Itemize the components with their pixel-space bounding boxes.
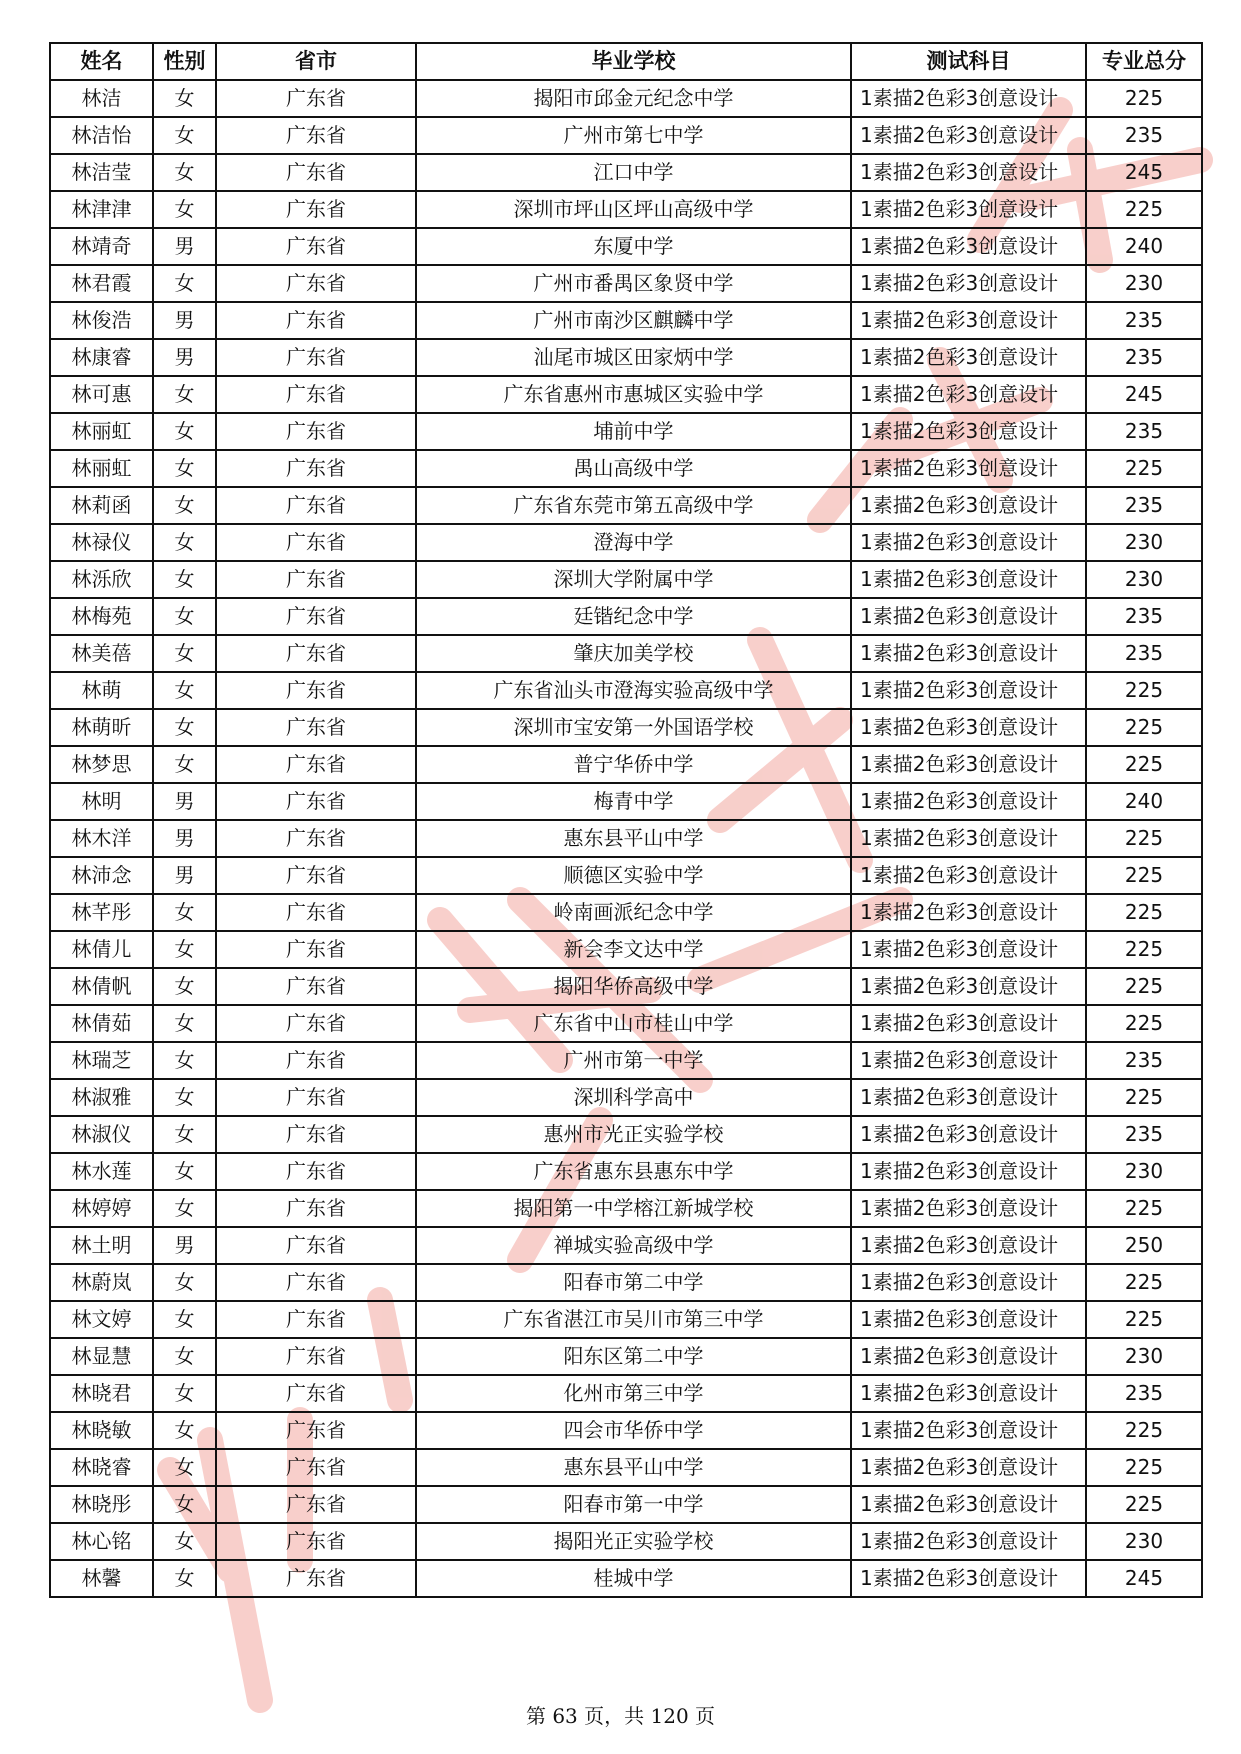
cell-school: 埔前中学 — [416, 413, 851, 450]
cell-subjects: 1素描2色彩3创意设计 — [851, 524, 1086, 561]
table-row — [50, 1005, 1202, 1042]
cell-name: 林梦思 — [50, 746, 153, 783]
cell-score: 225 — [1086, 1486, 1202, 1523]
cell-province: 广东省 — [216, 1153, 416, 1190]
cell-name: 林津津 — [50, 191, 153, 228]
cell-score: 225 — [1086, 968, 1202, 1005]
cell-subjects: 1素描2色彩3创意设计 — [851, 672, 1086, 709]
cell-score: 235 — [1086, 302, 1202, 339]
table-row — [50, 820, 1202, 857]
cell-province: 广东省 — [216, 265, 416, 302]
cell-province: 广东省 — [216, 524, 416, 561]
cell-name: 林萌 — [50, 672, 153, 709]
cell-gender: 女 — [153, 1079, 216, 1116]
table-row — [50, 1486, 1202, 1523]
cell-name: 林晓彤 — [50, 1486, 153, 1523]
cell-subjects: 1素描2色彩3创意设计 — [851, 487, 1086, 524]
cell-school: 揭阳华侨高级中学 — [416, 968, 851, 1005]
cell-gender: 女 — [153, 1449, 216, 1486]
cell-name: 林靖奇 — [50, 228, 153, 265]
table-row — [50, 968, 1202, 1005]
cell-school: 梅青中学 — [416, 783, 851, 820]
cell-gender: 女 — [153, 1190, 216, 1227]
cell-subjects: 1素描2色彩3创意设计 — [851, 1005, 1086, 1042]
table-row — [50, 561, 1202, 598]
cell-subjects: 1素描2色彩3创意设计 — [851, 709, 1086, 746]
cell-subjects: 1素描2色彩3创意设计 — [851, 1190, 1086, 1227]
cell-subjects: 1素描2色彩3创意设计 — [851, 339, 1086, 376]
cell-school: 江口中学 — [416, 154, 851, 191]
cell-gender: 女 — [153, 80, 216, 117]
header-subjects: 测试科目 — [851, 43, 1086, 80]
table-row — [50, 228, 1202, 265]
cell-school: 阳春市第一中学 — [416, 1486, 851, 1523]
cell-school: 揭阳光正实验学校 — [416, 1523, 851, 1560]
cell-name: 林莉函 — [50, 487, 153, 524]
cell-school: 新会李文达中学 — [416, 931, 851, 968]
cell-name: 林萌昕 — [50, 709, 153, 746]
table-row — [50, 894, 1202, 931]
cell-score: 225 — [1086, 450, 1202, 487]
cell-gender: 男 — [153, 228, 216, 265]
cell-province: 广东省 — [216, 450, 416, 487]
cell-subjects: 1素描2色彩3创意设计 — [851, 1523, 1086, 1560]
cell-gender: 男 — [153, 1227, 216, 1264]
cell-gender: 女 — [153, 635, 216, 672]
table-row — [50, 1449, 1202, 1486]
cell-subjects: 1素描2色彩3创意设计 — [851, 80, 1086, 117]
cell-subjects: 1素描2色彩3创意设计 — [851, 783, 1086, 820]
table-row — [50, 635, 1202, 672]
cell-school: 广东省湛江市吴川市第三中学 — [416, 1301, 851, 1338]
cell-gender: 女 — [153, 1042, 216, 1079]
cell-subjects: 1素描2色彩3创意设计 — [851, 1079, 1086, 1116]
cell-gender: 女 — [153, 1375, 216, 1412]
cell-school: 深圳市宝安第一外国语学校 — [416, 709, 851, 746]
cell-subjects: 1素描2色彩3创意设计 — [851, 1375, 1086, 1412]
cell-school: 岭南画派纪念中学 — [416, 894, 851, 931]
cell-school: 普宁华侨中学 — [416, 746, 851, 783]
cell-score: 225 — [1086, 1412, 1202, 1449]
cell-province: 广东省 — [216, 931, 416, 968]
cell-subjects: 1素描2色彩3创意设计 — [851, 450, 1086, 487]
cell-score: 250 — [1086, 1227, 1202, 1264]
table-row — [50, 487, 1202, 524]
cell-score: 225 — [1086, 1449, 1202, 1486]
cell-province: 广东省 — [216, 672, 416, 709]
cell-school: 深圳大学附属中学 — [416, 561, 851, 598]
table-row — [50, 1301, 1202, 1338]
cell-name: 林晓敏 — [50, 1412, 153, 1449]
cell-name: 林晓君 — [50, 1375, 153, 1412]
cell-score: 235 — [1086, 413, 1202, 450]
cell-score: 230 — [1086, 1523, 1202, 1560]
cell-score: 225 — [1086, 746, 1202, 783]
cell-province: 广东省 — [216, 1301, 416, 1338]
header-gender: 性别 — [153, 43, 216, 80]
cell-subjects: 1素描2色彩3创意设计 — [851, 1560, 1086, 1597]
cell-province: 广东省 — [216, 117, 416, 154]
cell-score: 230 — [1086, 561, 1202, 598]
cell-score: 240 — [1086, 783, 1202, 820]
cell-subjects: 1素描2色彩3创意设计 — [851, 1042, 1086, 1079]
cell-subjects: 1素描2色彩3创意设计 — [851, 820, 1086, 857]
cell-subjects: 1素描2色彩3创意设计 — [851, 968, 1086, 1005]
cell-name: 林美蓓 — [50, 635, 153, 672]
cell-school: 汕尾市城区田家炳中学 — [416, 339, 851, 376]
cell-subjects: 1素描2色彩3创意设计 — [851, 191, 1086, 228]
cell-score: 235 — [1086, 117, 1202, 154]
cell-gender: 女 — [153, 154, 216, 191]
cell-score: 230 — [1086, 1153, 1202, 1190]
cell-score: 230 — [1086, 1338, 1202, 1375]
header-province: 省市 — [216, 43, 416, 80]
cell-school: 廷锴纪念中学 — [416, 598, 851, 635]
cell-province: 广东省 — [216, 1116, 416, 1153]
cell-score: 235 — [1086, 339, 1202, 376]
cell-subjects: 1素描2色彩3创意设计 — [851, 635, 1086, 672]
cell-gender: 女 — [153, 598, 216, 635]
cell-gender: 女 — [153, 191, 216, 228]
cell-gender: 女 — [153, 450, 216, 487]
cell-score: 235 — [1086, 598, 1202, 635]
header-name: 姓名 — [50, 43, 153, 80]
table-body — [50, 80, 1202, 1597]
cell-score: 225 — [1086, 857, 1202, 894]
cell-name: 林君霞 — [50, 265, 153, 302]
cell-province: 广东省 — [216, 154, 416, 191]
cell-name: 林芊彤 — [50, 894, 153, 931]
cell-name: 林倩帆 — [50, 968, 153, 1005]
cell-subjects: 1素描2色彩3创意设计 — [851, 302, 1086, 339]
cell-school: 广东省中山市桂山中学 — [416, 1005, 851, 1042]
cell-name: 林沛念 — [50, 857, 153, 894]
cell-province: 广东省 — [216, 1264, 416, 1301]
cell-school: 广东省惠东县惠东中学 — [416, 1153, 851, 1190]
cell-gender: 男 — [153, 857, 216, 894]
cell-province: 广东省 — [216, 783, 416, 820]
table-row — [50, 1227, 1202, 1264]
cell-gender: 男 — [153, 820, 216, 857]
cell-name: 林土明 — [50, 1227, 153, 1264]
cell-name: 林淑雅 — [50, 1079, 153, 1116]
cell-school: 深圳市坪山区坪山高级中学 — [416, 191, 851, 228]
roster-table — [49, 42, 1203, 1598]
cell-name: 林瑞芝 — [50, 1042, 153, 1079]
cell-gender: 女 — [153, 931, 216, 968]
cell-school: 广东省东莞市第五高级中学 — [416, 487, 851, 524]
cell-gender: 女 — [153, 376, 216, 413]
cell-province: 广东省 — [216, 487, 416, 524]
table-row — [50, 413, 1202, 450]
cell-province: 广东省 — [216, 1042, 416, 1079]
cell-score: 245 — [1086, 376, 1202, 413]
cell-gender: 女 — [153, 1116, 216, 1153]
cell-school: 深圳科学高中 — [416, 1079, 851, 1116]
cell-gender: 女 — [153, 746, 216, 783]
cell-gender: 女 — [153, 672, 216, 709]
cell-school: 惠东县平山中学 — [416, 1449, 851, 1486]
cell-school: 顺德区实验中学 — [416, 857, 851, 894]
cell-province: 广东省 — [216, 561, 416, 598]
cell-province: 广东省 — [216, 598, 416, 635]
table-row — [50, 931, 1202, 968]
table-row — [50, 746, 1202, 783]
cell-subjects: 1素描2色彩3创意设计 — [851, 857, 1086, 894]
cell-school: 广东省惠州市惠城区实验中学 — [416, 376, 851, 413]
cell-subjects: 1素描2色彩3创意设计 — [851, 746, 1086, 783]
cell-gender: 女 — [153, 1301, 216, 1338]
cell-gender: 女 — [153, 487, 216, 524]
cell-gender: 女 — [153, 968, 216, 1005]
cell-score: 240 — [1086, 228, 1202, 265]
cell-province: 广东省 — [216, 1338, 416, 1375]
cell-score: 225 — [1086, 931, 1202, 968]
cell-gender: 女 — [153, 1153, 216, 1190]
cell-school: 阳春市第二中学 — [416, 1264, 851, 1301]
cell-province: 广东省 — [216, 709, 416, 746]
cell-subjects: 1素描2色彩3创意设计 — [851, 1412, 1086, 1449]
cell-score: 225 — [1086, 894, 1202, 931]
cell-school: 广东省汕头市澄海实验高级中学 — [416, 672, 851, 709]
table-row — [50, 524, 1202, 561]
cell-score: 225 — [1086, 1301, 1202, 1338]
cell-province: 广东省 — [216, 191, 416, 228]
cell-score: 230 — [1086, 265, 1202, 302]
cell-score: 235 — [1086, 1375, 1202, 1412]
cell-school: 阳东区第二中学 — [416, 1338, 851, 1375]
cell-province: 广东省 — [216, 1486, 416, 1523]
cell-gender: 男 — [153, 339, 216, 376]
cell-school: 东厦中学 — [416, 228, 851, 265]
cell-name: 林心铭 — [50, 1523, 153, 1560]
cell-gender: 女 — [153, 1486, 216, 1523]
table-row — [50, 117, 1202, 154]
cell-gender: 男 — [153, 302, 216, 339]
cell-subjects: 1素描2色彩3创意设计 — [851, 598, 1086, 635]
cell-gender: 女 — [153, 1523, 216, 1560]
cell-school: 澄海中学 — [416, 524, 851, 561]
cell-province: 广东省 — [216, 968, 416, 1005]
cell-province: 广东省 — [216, 413, 416, 450]
cell-province: 广东省 — [216, 1523, 416, 1560]
table-row — [50, 1190, 1202, 1227]
cell-province: 广东省 — [216, 635, 416, 672]
cell-score: 225 — [1086, 1079, 1202, 1116]
cell-score: 225 — [1086, 1005, 1202, 1042]
table-row — [50, 1153, 1202, 1190]
cell-province: 广东省 — [216, 376, 416, 413]
cell-score: 225 — [1086, 191, 1202, 228]
table-row — [50, 191, 1202, 228]
cell-name: 林可惠 — [50, 376, 153, 413]
cell-name: 林倩茹 — [50, 1005, 153, 1042]
cell-score: 225 — [1086, 1264, 1202, 1301]
cell-school: 揭阳第一中学榕江新城学校 — [416, 1190, 851, 1227]
table-row — [50, 1338, 1202, 1375]
cell-subjects: 1素描2色彩3创意设计 — [851, 1449, 1086, 1486]
cell-province: 广东省 — [216, 746, 416, 783]
cell-name: 林蔚岚 — [50, 1264, 153, 1301]
cell-school: 四会市华侨中学 — [416, 1412, 851, 1449]
table-row — [50, 1116, 1202, 1153]
table-row — [50, 1042, 1202, 1079]
cell-province: 广东省 — [216, 1190, 416, 1227]
table-row — [50, 450, 1202, 487]
cell-gender: 女 — [153, 1412, 216, 1449]
table-row — [50, 1523, 1202, 1560]
cell-school: 广州市第一中学 — [416, 1042, 851, 1079]
cell-gender: 女 — [153, 1264, 216, 1301]
table-row — [50, 709, 1202, 746]
cell-name: 林洁莹 — [50, 154, 153, 191]
cell-subjects: 1素描2色彩3创意设计 — [851, 228, 1086, 265]
cell-score: 235 — [1086, 1116, 1202, 1153]
cell-score: 225 — [1086, 820, 1202, 857]
table-row — [50, 265, 1202, 302]
cell-name: 林馨 — [50, 1560, 153, 1597]
cell-gender: 女 — [153, 709, 216, 746]
cell-school: 广州市第七中学 — [416, 117, 851, 154]
cell-name: 林文婷 — [50, 1301, 153, 1338]
cell-name: 林水莲 — [50, 1153, 153, 1190]
cell-province: 广东省 — [216, 1227, 416, 1264]
cell-name: 林淑仪 — [50, 1116, 153, 1153]
page-footer: 第 63 页，共 120 页 — [525, 1704, 716, 1728]
cell-province: 广东省 — [216, 894, 416, 931]
header-school: 毕业学校 — [416, 43, 851, 80]
cell-gender: 女 — [153, 894, 216, 931]
cell-province: 广东省 — [216, 228, 416, 265]
cell-school: 桂城中学 — [416, 1560, 851, 1597]
cell-school: 揭阳市邱金元纪念中学 — [416, 80, 851, 117]
cell-subjects: 1素描2色彩3创意设计 — [851, 1227, 1086, 1264]
cell-score: 230 — [1086, 524, 1202, 561]
cell-province: 广东省 — [216, 1375, 416, 1412]
cell-score: 235 — [1086, 487, 1202, 524]
cell-province: 广东省 — [216, 820, 416, 857]
cell-subjects: 1素描2色彩3创意设计 — [851, 376, 1086, 413]
cell-name: 林婷婷 — [50, 1190, 153, 1227]
table-row — [50, 1412, 1202, 1449]
cell-name: 林丽虹 — [50, 413, 153, 450]
table-row — [50, 1375, 1202, 1412]
cell-score: 235 — [1086, 1042, 1202, 1079]
cell-school: 化州市第三中学 — [416, 1375, 851, 1412]
cell-gender: 女 — [153, 1338, 216, 1375]
table-row — [50, 302, 1202, 339]
cell-name: 林洁怡 — [50, 117, 153, 154]
cell-subjects: 1素描2色彩3创意设计 — [851, 1486, 1086, 1523]
cell-province: 广东省 — [216, 857, 416, 894]
header-score: 专业总分 — [1086, 43, 1202, 80]
table-row — [50, 376, 1202, 413]
table-row — [50, 672, 1202, 709]
cell-name: 林洁 — [50, 80, 153, 117]
cell-name: 林梅苑 — [50, 598, 153, 635]
cell-school: 禺山高级中学 — [416, 450, 851, 487]
table-row — [50, 1560, 1202, 1597]
cell-school: 肇庆加美学校 — [416, 635, 851, 672]
header-row — [50, 43, 1202, 80]
cell-province: 广东省 — [216, 302, 416, 339]
cell-name: 林木洋 — [50, 820, 153, 857]
cell-gender: 女 — [153, 524, 216, 561]
cell-gender: 女 — [153, 1560, 216, 1597]
cell-gender: 女 — [153, 265, 216, 302]
cell-province: 广东省 — [216, 1005, 416, 1042]
cell-school: 广州市南沙区麒麟中学 — [416, 302, 851, 339]
table-row — [50, 598, 1202, 635]
cell-name: 林禄仪 — [50, 524, 153, 561]
cell-school: 惠州市光正实验学校 — [416, 1116, 851, 1153]
cell-subjects: 1素描2色彩3创意设计 — [851, 117, 1086, 154]
cell-province: 广东省 — [216, 1079, 416, 1116]
cell-score: 225 — [1086, 672, 1202, 709]
cell-name: 林丽虹 — [50, 450, 153, 487]
cell-province: 广东省 — [216, 1560, 416, 1597]
cell-province: 广东省 — [216, 80, 416, 117]
cell-subjects: 1素描2色彩3创意设计 — [851, 1264, 1086, 1301]
cell-name: 林俊浩 — [50, 302, 153, 339]
cell-province: 广东省 — [216, 1412, 416, 1449]
cell-score: 225 — [1086, 1190, 1202, 1227]
cell-gender: 女 — [153, 117, 216, 154]
table-row — [50, 339, 1202, 376]
cell-subjects: 1素描2色彩3创意设计 — [851, 413, 1086, 450]
table-row — [50, 1264, 1202, 1301]
cell-province: 广东省 — [216, 339, 416, 376]
cell-score: 245 — [1086, 1560, 1202, 1597]
cell-school: 禅城实验高级中学 — [416, 1227, 851, 1264]
cell-province: 广东省 — [216, 1449, 416, 1486]
cell-score: 245 — [1086, 154, 1202, 191]
cell-gender: 女 — [153, 561, 216, 598]
cell-subjects: 1素描2色彩3创意设计 — [851, 894, 1086, 931]
cell-subjects: 1素描2色彩3创意设计 — [851, 154, 1086, 191]
cell-subjects: 1素描2色彩3创意设计 — [851, 931, 1086, 968]
cell-score: 225 — [1086, 80, 1202, 117]
cell-subjects: 1素描2色彩3创意设计 — [851, 561, 1086, 598]
cell-subjects: 1素描2色彩3创意设计 — [851, 1153, 1086, 1190]
cell-name: 林倩儿 — [50, 931, 153, 968]
cell-name: 林晓睿 — [50, 1449, 153, 1486]
cell-gender: 女 — [153, 413, 216, 450]
cell-score: 225 — [1086, 709, 1202, 746]
cell-name: 林康睿 — [50, 339, 153, 376]
cell-subjects: 1素描2色彩3创意设计 — [851, 265, 1086, 302]
cell-gender: 女 — [153, 1005, 216, 1042]
cell-subjects: 1素描2色彩3创意设计 — [851, 1338, 1086, 1375]
cell-name: 林明 — [50, 783, 153, 820]
cell-school: 广州市番禺区象贤中学 — [416, 265, 851, 302]
cell-name: 林显慧 — [50, 1338, 153, 1375]
cell-subjects: 1素描2色彩3创意设计 — [851, 1301, 1086, 1338]
cell-subjects: 1素描2色彩3创意设计 — [851, 1116, 1086, 1153]
table-row — [50, 80, 1202, 117]
cell-score: 235 — [1086, 635, 1202, 672]
cell-gender: 男 — [153, 783, 216, 820]
table-row — [50, 154, 1202, 191]
table-row — [50, 1079, 1202, 1116]
cell-school: 惠东县平山中学 — [416, 820, 851, 857]
table-row — [50, 783, 1202, 820]
table-row — [50, 857, 1202, 894]
cell-name: 林泺欣 — [50, 561, 153, 598]
